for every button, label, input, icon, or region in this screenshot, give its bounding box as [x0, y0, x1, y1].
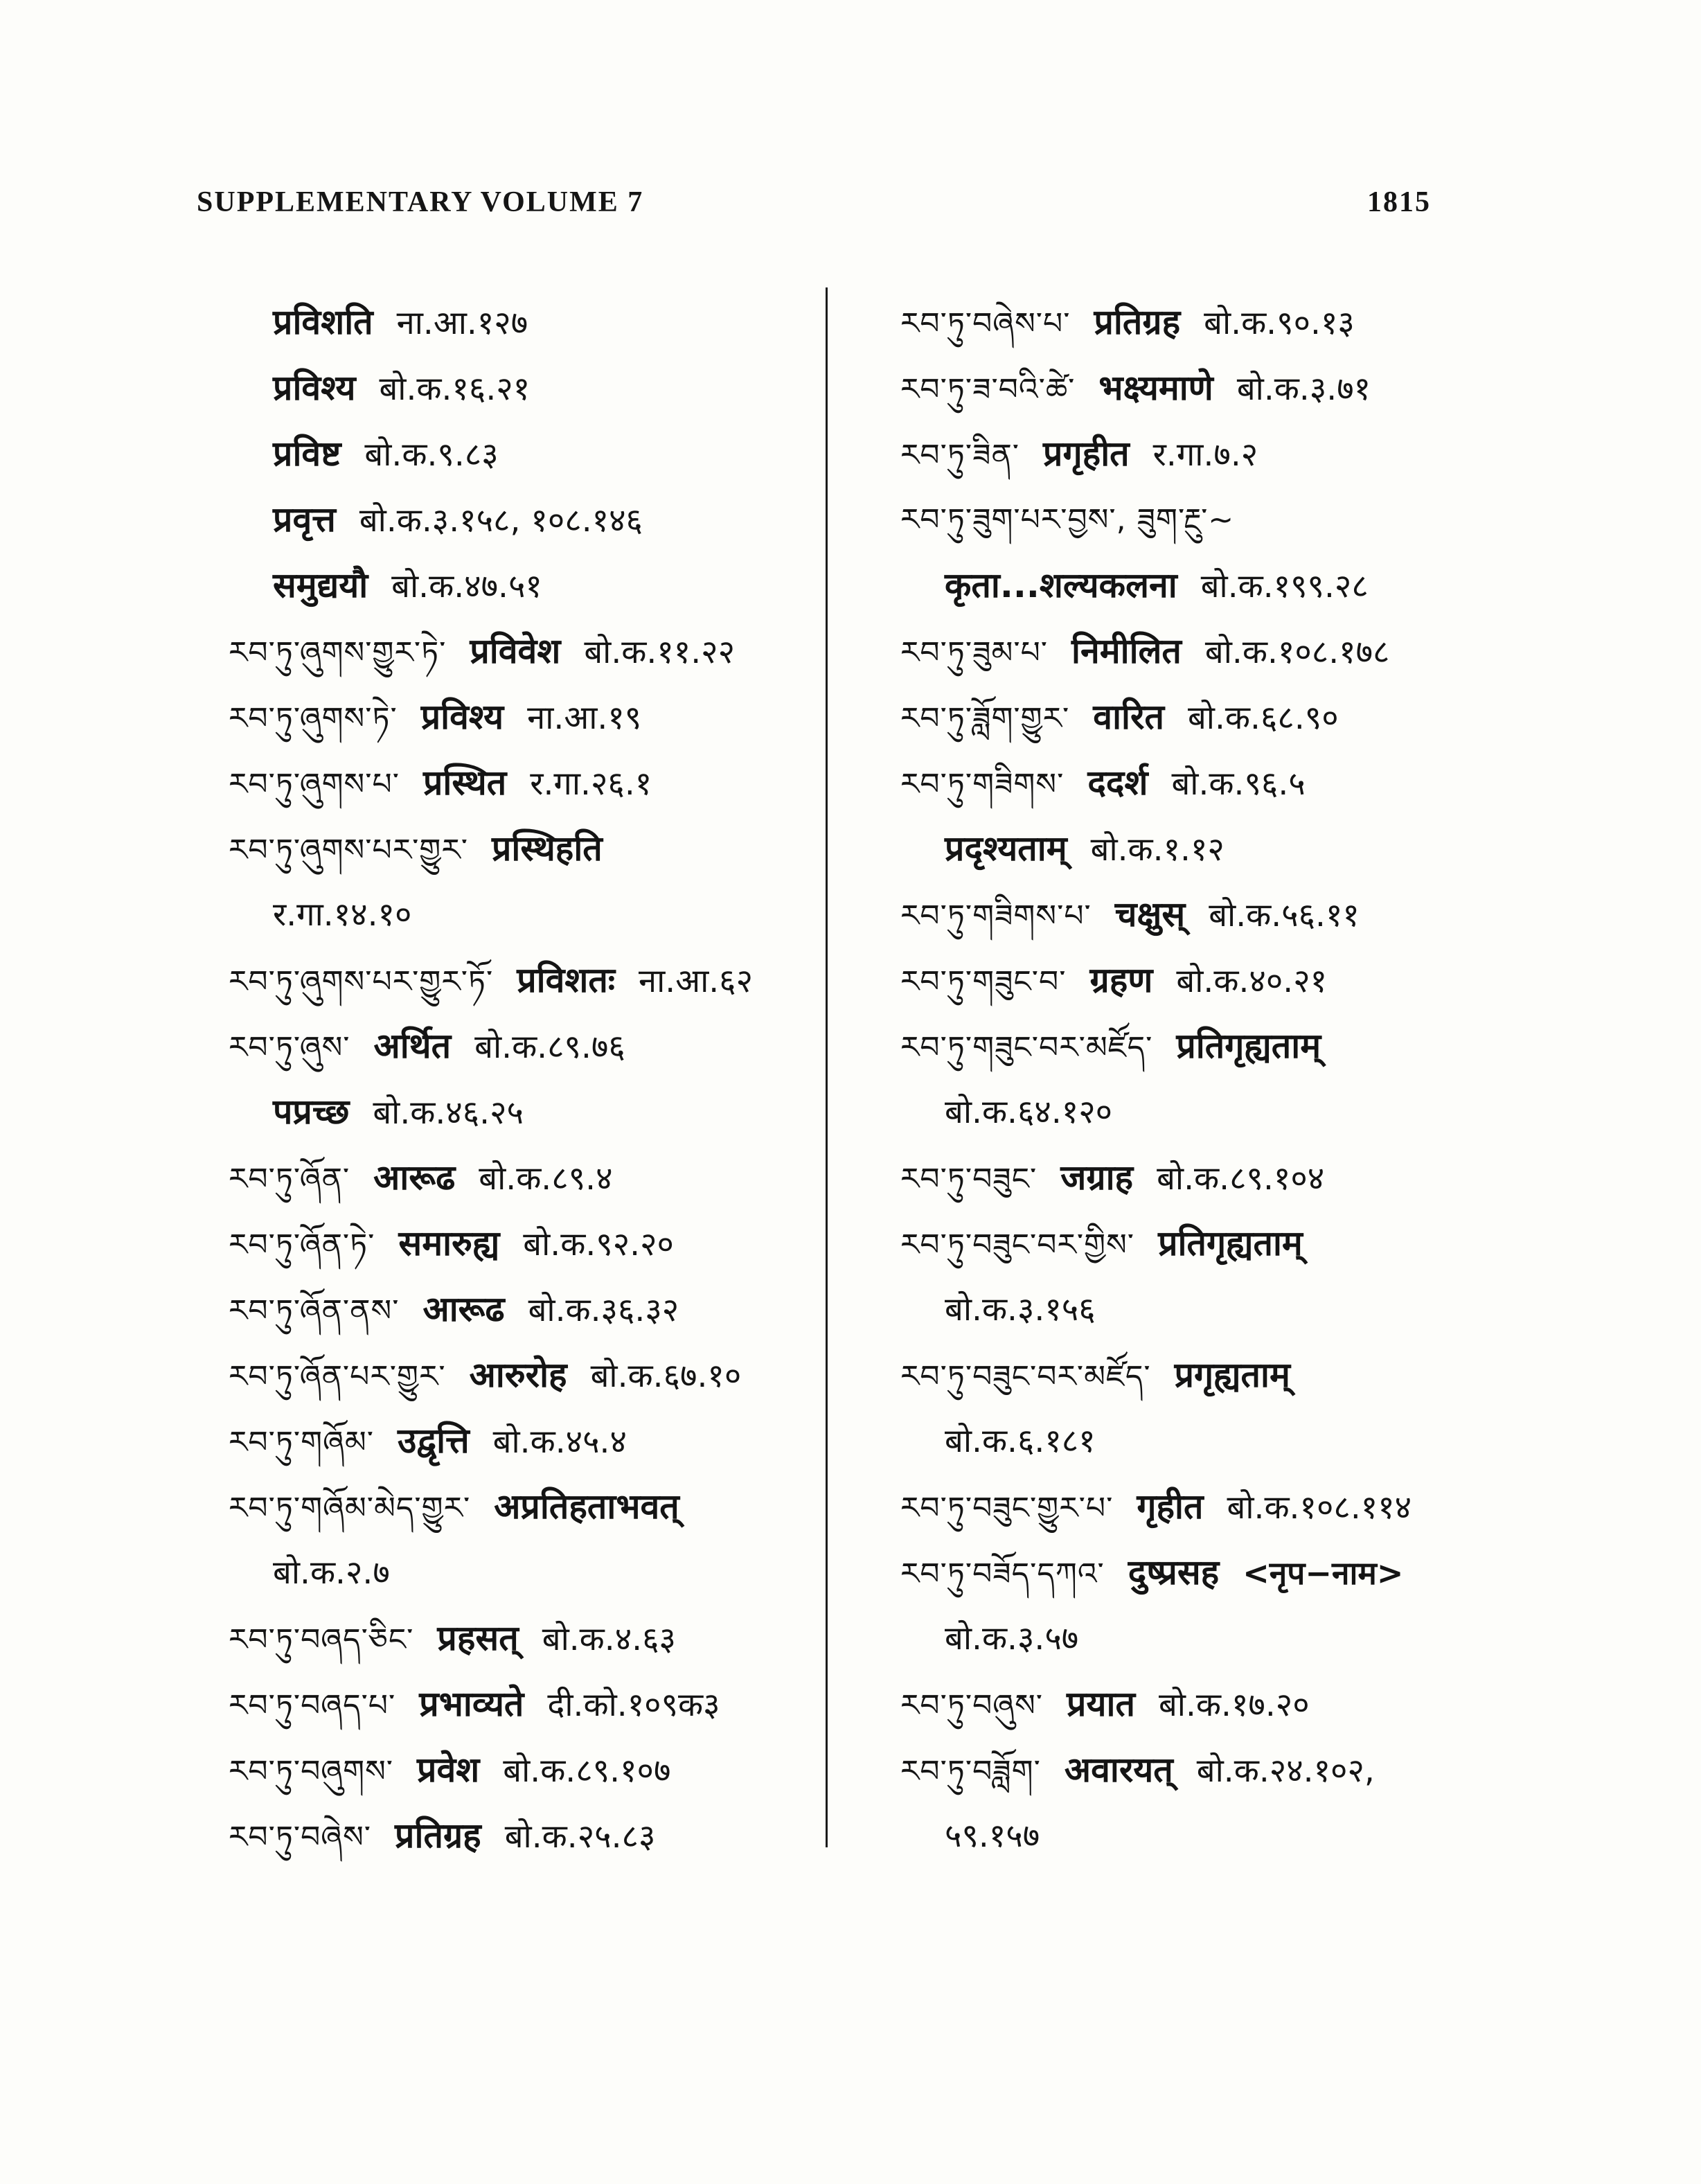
tibetan-headword: རབ་ཏུ་གཟུང་བར་མཛོད་ [900, 1030, 1153, 1065]
sanskrit-gloss: प्रस्थित [422, 763, 507, 803]
reference: बो.क.३६.३२ [528, 1291, 679, 1329]
tibetan-headword: རབ་ཏུ་ཞུགས་པ་ [229, 767, 400, 802]
reference: बो.क.३.१५६ [945, 1290, 1096, 1329]
entry-line [229, 816, 823, 882]
tibetan-headword: རབ་ཏུ་བཞུགས་ [229, 1754, 394, 1789]
reference: बो.क.९६.५ [1171, 765, 1306, 803]
sanskrit-gloss: ददर्श [1087, 763, 1148, 803]
entry-line [229, 750, 823, 816]
reference: बो.क.३.१५८, १०८.१४६ [359, 501, 643, 540]
reference: बो.क.९.८३ [364, 436, 499, 474]
entry-line [229, 1145, 823, 1211]
entry-line [229, 1211, 823, 1277]
tibetan-headword: རབ་ཏུ་གཟིགས་པ་ [900, 898, 1092, 934]
reference: बो.क.१०८.१७८ [1204, 633, 1390, 671]
reference: बो.क.२५.८३ [504, 1818, 656, 1856]
sanskrit-gloss: प्रविवेश [470, 631, 561, 671]
reference: बो.क.१.१२ [1090, 831, 1224, 869]
tibetan-headword: རབ་ཏུ་ཟུམ་པ་ [900, 635, 1049, 671]
entry-line [229, 1013, 823, 1079]
reference: बो.क.२.७ [273, 1554, 390, 1592]
tibetan-headword: རབ་ཏུ་ཞུགས་པར་གྱུར་ཏོ་ [229, 964, 494, 1000]
reference: बो.क.३.७१ [1236, 370, 1371, 408]
entry-line [900, 882, 1495, 948]
entry-line [900, 487, 1495, 553]
reference: बो.क.१७.२० [1158, 1686, 1310, 1724]
entry-line [900, 750, 1495, 816]
reference: र.गा.२६.१ [530, 765, 652, 803]
sanskrit-gloss: अप्रतिहताभवत् [494, 1486, 679, 1527]
sanskrit-gloss: दुष्प्रसह [1128, 1552, 1220, 1592]
sanskrit-gloss: प्रतिगृह्यताम् [1158, 1223, 1303, 1263]
entry-line [229, 290, 823, 355]
tibetan-headword: རབ་ཏུ་ཞོན་པར་གྱུར་ [229, 1359, 446, 1394]
right-column [900, 290, 1495, 1869]
sanskrit-gloss: प्रस्थिहति [491, 828, 603, 869]
entry-line [900, 290, 1495, 355]
tibetan-headword: རབ་ཏུ་ཞུས་ [229, 1030, 350, 1065]
sanskrit-gloss: प्रविश्य [420, 697, 504, 737]
entry-line [900, 1342, 1495, 1408]
reference: बो.क.८९.४ [479, 1160, 613, 1198]
tibetan-headword: རབ་ཏུ་ཞོན་ [229, 1162, 350, 1197]
entry-line [900, 421, 1495, 487]
reference: बो.क.६४.१२० [945, 1093, 1113, 1131]
reference: बो.क.९०.१३ [1204, 304, 1355, 342]
sanskrit-gloss: आरूढ [422, 1289, 505, 1329]
entry-line [900, 553, 1495, 619]
reference: ना.आ.१९ [527, 699, 642, 737]
sanskrit-gloss: प्रतिगृह्यताम् [1176, 1026, 1321, 1066]
sanskrit-gloss: जग्राह [1060, 1157, 1134, 1198]
tibetan-headword: རབ་ཏུ་ཟིན་ [900, 438, 1020, 473]
tibetan-headword: རབ་ཏུ་གཞོམ་ [229, 1425, 374, 1460]
tibetan-headword: རབ་ཏུ་བཟོད་དཀའ་ [900, 1556, 1105, 1592]
entry-line [900, 1540, 1495, 1606]
sanskrit-gloss: आरूढ [373, 1157, 456, 1198]
tibetan-headword: རབ་ཏུ་གཟུང་བ་ [900, 964, 1067, 1000]
sanskrit-gloss: प्रविश्य [273, 368, 356, 408]
sanskrit-gloss: प्रतिग्रह [395, 1815, 481, 1856]
reference: बो.क.१०८.११४ [1227, 1489, 1412, 1527]
reference: ५९.१५७ [945, 1817, 1040, 1855]
tibetan-headword: རབ་ཏུ་བཞེས་ [229, 1820, 372, 1855]
sanskrit-gloss: अवारयत् [1064, 1750, 1173, 1790]
entry-line [900, 1474, 1495, 1540]
entry-line [229, 684, 823, 750]
sanskrit-gloss: प्रविशति [273, 302, 373, 342]
reference: बो.क.६८.९० [1187, 699, 1339, 737]
left-column [229, 290, 823, 1869]
entry-line [229, 355, 823, 421]
tibetan-headword: རབ་ཏུ་བཟུང་ [900, 1162, 1037, 1197]
reference: ना.आ.१२७ [396, 304, 528, 342]
entry-line [900, 1145, 1495, 1211]
reference: र.गा.१४.१० [273, 896, 412, 934]
sanskrit-gloss: गृहीत [1137, 1486, 1204, 1527]
sanskrit-gloss: प्रतिग्रह [1094, 302, 1181, 342]
tibetan-headword: རབ་ཏུ་ཞོན་ནས་ [229, 1293, 400, 1329]
sanskrit-gloss: प्रगृहीत [1043, 434, 1130, 474]
reference: बो.क.६७.१० [590, 1357, 742, 1395]
entry-line [900, 816, 1495, 882]
sanskrit-gloss: प्रहसत् [437, 1618, 519, 1658]
tibetan-headword: རབ་ཏུ་ཞུགས་གྱུར་ཏེ་ [229, 635, 447, 671]
sanskrit-gloss: उद्वृत्ति [398, 1421, 470, 1461]
sanskrit-gloss: प्रदृश्यताम् [945, 828, 1067, 869]
entry-line [900, 948, 1495, 1013]
tibetan-headword: རབ་ཏུ་ཞུགས་པར་གྱུར་ [229, 833, 468, 868]
sanskrit-gloss: प्रयात [1067, 1684, 1135, 1724]
tibetan-headword: རབ་ཏུ་བཞེས་པ་ [900, 306, 1071, 341]
entry-line [229, 553, 823, 619]
entry-line [229, 1737, 823, 1803]
tibetan-headword: རབ་ཏུ་གཞོམ་མེད་གྱུར་ [229, 1491, 471, 1526]
reference: बो.क.१६.२१ [379, 370, 531, 408]
reference: र.गा.७.२ [1152, 436, 1258, 474]
entry-line [229, 882, 823, 948]
entry-line [229, 487, 823, 553]
tibetan-headword: རབ་ཏུ་ཟློག་གྱུར་ [900, 701, 1070, 736]
entry-line [229, 1474, 823, 1540]
sanskrit-gloss: भक्ष्यमाणे [1098, 368, 1213, 408]
reference: बो.क.४७.५१ [391, 567, 542, 605]
gloss-note: <नृप−नाम> [1243, 1554, 1404, 1592]
entry-line [900, 1277, 1495, 1342]
tibetan-headword: རབ་ཏུ་བཞུས་ [900, 1688, 1044, 1723]
entry-line [900, 355, 1495, 421]
entry-line [229, 619, 823, 684]
reference: बो.क.६.१८१ [945, 1422, 1096, 1460]
entry-line [900, 619, 1495, 684]
page-number: 1815 [1367, 186, 1431, 218]
tibetan-headword: རབ་ཏུ་ཞོན་ཏེ་ [229, 1227, 375, 1263]
reference: बो.क.४५.४ [492, 1423, 627, 1461]
entry-line [229, 1803, 823, 1869]
tibetan-headword: རབ་ཏུ་བཟུང་བར་མཛོད་ [900, 1359, 1151, 1394]
reference: बो.क.८९.७६ [474, 1028, 625, 1066]
tibetan-headword: རབ་ཏུ་བཟུང་བར་གྱིས་ [900, 1227, 1135, 1263]
sanskrit-gloss: पप्रच्छ [273, 1092, 350, 1132]
entry-line [229, 421, 823, 487]
tibetan-headword: རབ་ཏུ་ཞུགས་ཏེ་ [229, 701, 398, 736]
entry-line [900, 1671, 1495, 1737]
sanskrit-gloss: अर्थित [373, 1026, 452, 1066]
reference: ना.आ.६२ [639, 962, 754, 1000]
sanskrit-gloss: समारुह्य [398, 1223, 500, 1263]
entry-line [900, 1013, 1495, 1079]
reference: बो.क.५६.११ [1209, 896, 1360, 934]
sanskrit-gloss: प्रवेश [417, 1750, 480, 1790]
entry-line [229, 948, 823, 1013]
sanskrit-gloss: प्रविष्ट [273, 434, 341, 474]
tibetan-headword: རབ་ཏུ་བཞད་ཅིང་ [229, 1622, 414, 1658]
entry-line [900, 1606, 1495, 1671]
tibetan-headword: རབ་ཏུ་བཞད་པ་ [229, 1688, 396, 1723]
dictionary-body [229, 290, 1503, 1869]
entry-line [900, 1803, 1495, 1869]
entry-line [900, 1408, 1495, 1474]
sanskrit-gloss: कृता...शल्यकलना [945, 565, 1177, 605]
tibetan-headword: རབ་ཏུ་བཟུང་གྱུར་པ་ [900, 1491, 1114, 1526]
entry-line [229, 1277, 823, 1342]
sanskrit-gloss: प्रवृत्त [273, 499, 336, 540]
sanskrit-gloss: समुद्ययौ [273, 565, 368, 605]
reference: बो.क.११.२२ [584, 633, 736, 671]
entry-line [229, 1671, 823, 1737]
reference: बो.क.२४.१०२, [1196, 1752, 1375, 1790]
entry-line [229, 1408, 823, 1474]
reference: दी.को.१०९क३ [547, 1686, 720, 1724]
sanskrit-gloss: प्रविशतः [517, 960, 616, 1000]
entry-line [900, 1211, 1495, 1277]
entry-line [229, 1079, 823, 1145]
reference: बो.क.४०.२१ [1176, 962, 1328, 1000]
sanskrit-gloss: चक्षुस् [1114, 894, 1186, 934]
sanskrit-gloss: प्रगृह्यताम् [1174, 1355, 1290, 1395]
reference: बो.क.४६.२५ [373, 1094, 524, 1132]
reference: बो.क.१९९.२८ [1200, 567, 1369, 605]
reference: बो.क.८९.१०७ [503, 1752, 671, 1790]
reference: बो.क.३.५७ [945, 1619, 1079, 1658]
page-title: SUPPLEMENTARY VOLUME 7 [197, 186, 644, 218]
sanskrit-gloss: आरुरोह [469, 1355, 567, 1395]
tibetan-headword: རབ་ཏུ་ཟུག་པར་བྱས་, ཟུག་རྔུ་~ [900, 502, 1235, 538]
running-header [197, 186, 1431, 219]
reference: बो.क.८९.१०४ [1157, 1160, 1325, 1198]
tibetan-headword: རབ་ཏུ་གཟིགས་ [900, 767, 1065, 802]
entry-line [900, 684, 1495, 750]
tibetan-headword: རབ་ཏུ་བཟློག་ [900, 1754, 1041, 1789]
reference: बो.क.९२.२० [523, 1225, 674, 1263]
sanskrit-gloss: वारित [1093, 697, 1164, 737]
sanskrit-gloss: ग्रहण [1089, 960, 1153, 1000]
entry-line [900, 1079, 1495, 1145]
entry-line [229, 1540, 823, 1606]
sanskrit-gloss: निमीलित [1071, 631, 1182, 671]
entry-line [229, 1606, 823, 1671]
entry-line [229, 1342, 823, 1408]
reference: बो.क.४.६३ [542, 1620, 676, 1658]
entry-line [900, 1737, 1495, 1803]
tibetan-headword: རབ་ཏུ་ཟ་བའི་ཚེ་ [900, 372, 1076, 407]
sanskrit-gloss: प्रभाव्यते [419, 1684, 524, 1724]
